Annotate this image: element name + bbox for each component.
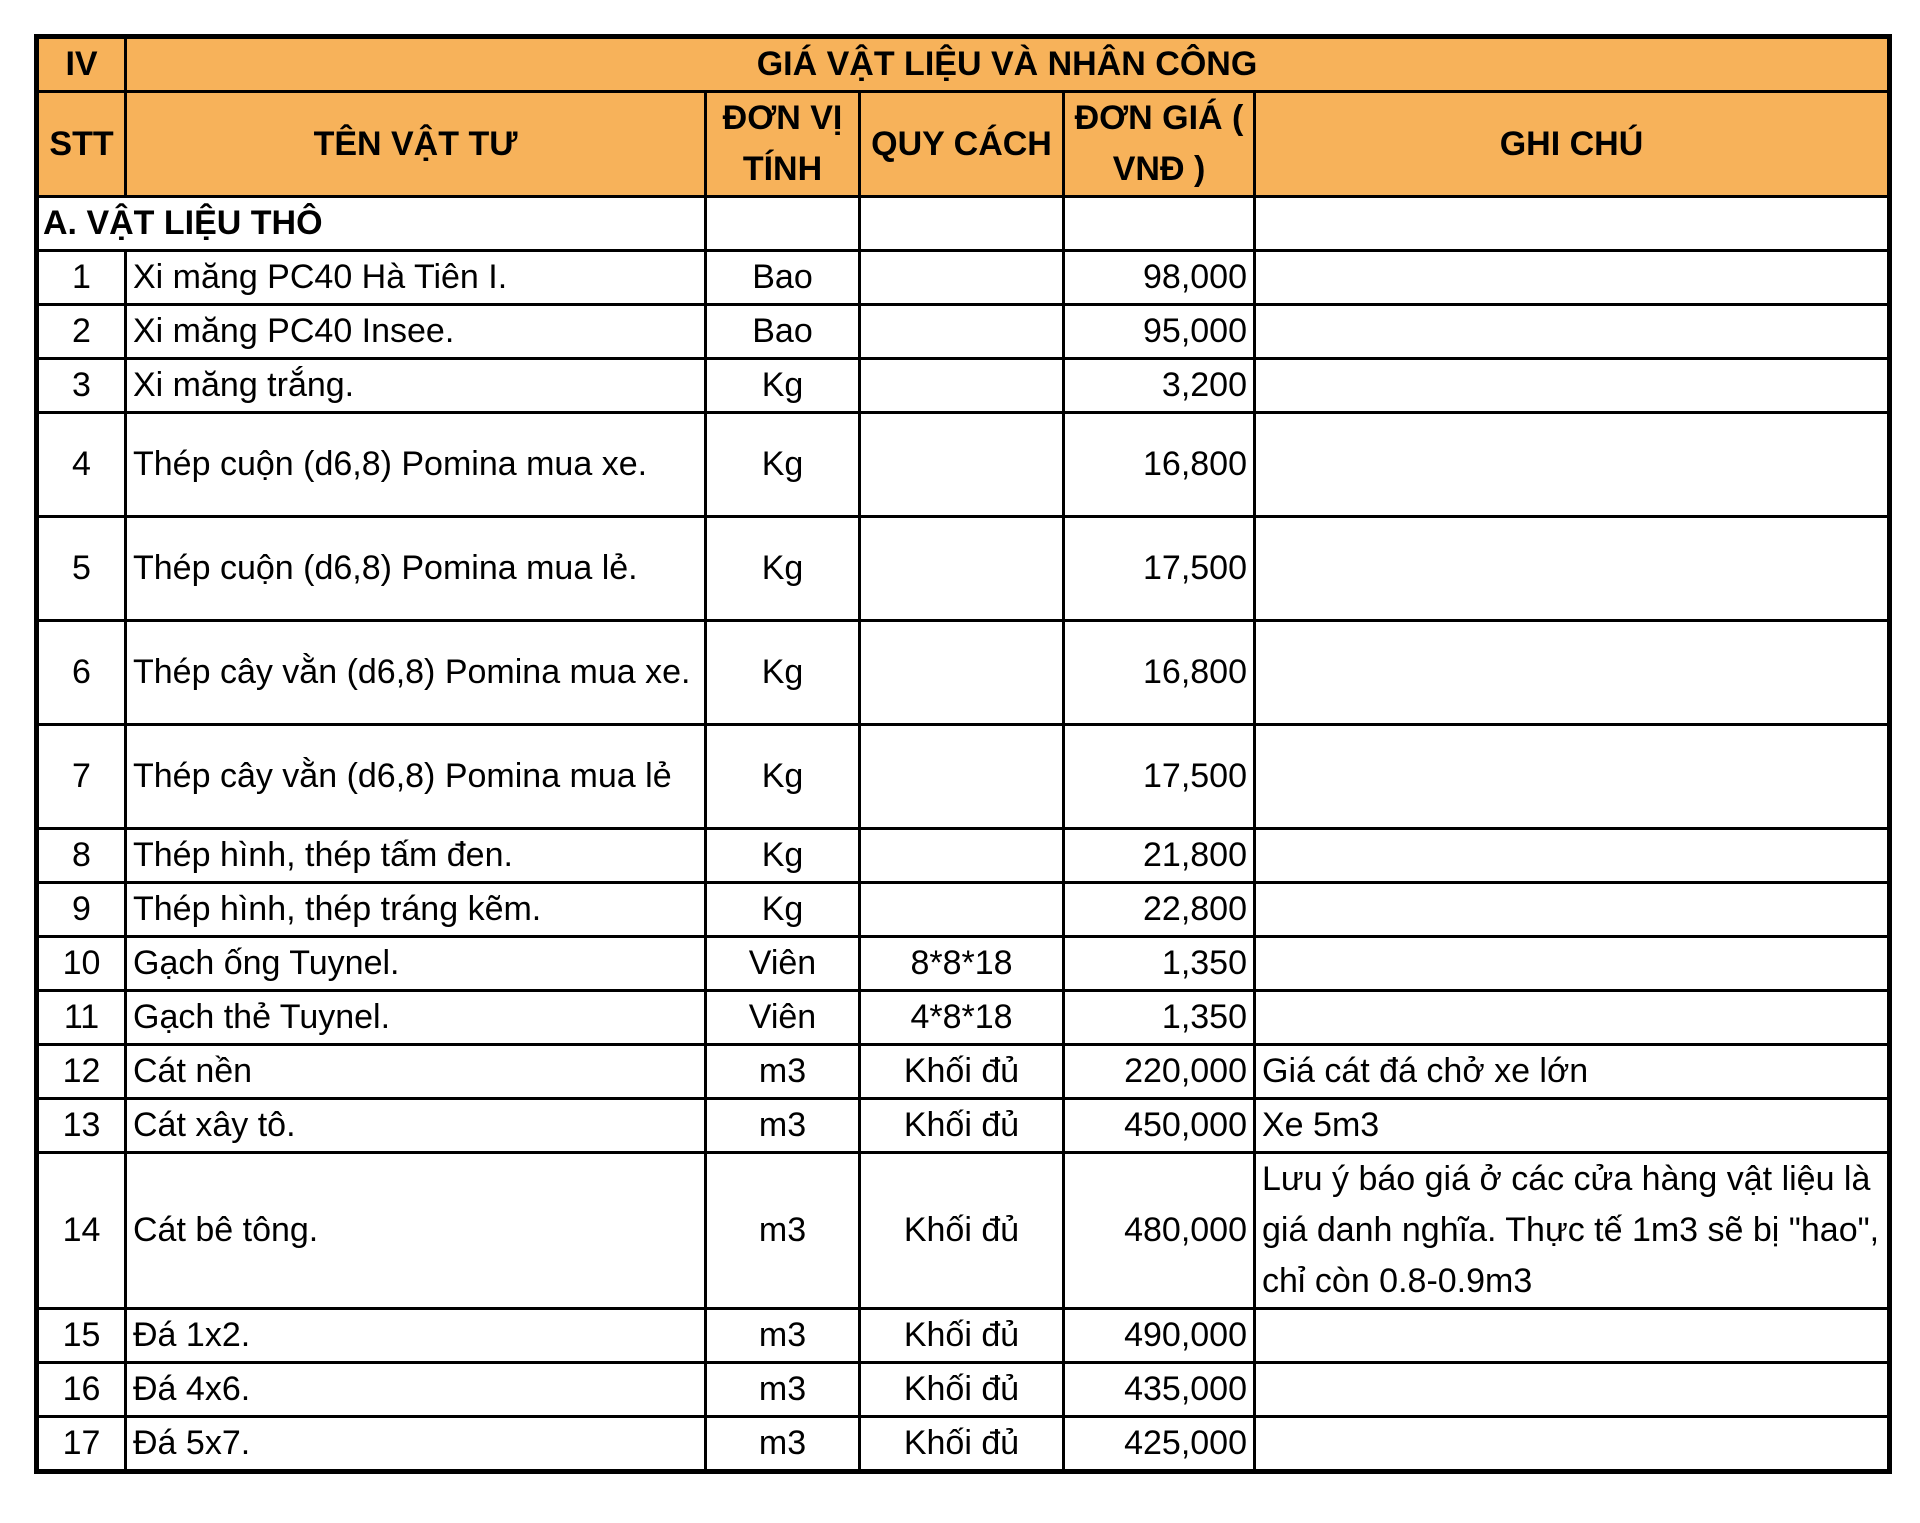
row-note — [1255, 883, 1890, 937]
row-price: 490,000 — [1064, 1309, 1255, 1363]
row-spec — [860, 359, 1064, 413]
table-row — [37, 829, 1890, 883]
table-row — [37, 1417, 1890, 1472]
row-unit: Viên — [706, 937, 860, 991]
table-row — [37, 251, 1890, 305]
row-name: Cát bê tông. — [126, 1153, 706, 1309]
table-row — [37, 1045, 1890, 1099]
row-spec: Khối đủ — [860, 1099, 1064, 1153]
row-stt: 13 — [37, 1099, 126, 1153]
table-row — [37, 1309, 1890, 1363]
header-stt: STT — [37, 92, 126, 197]
row-unit: Kg — [706, 725, 860, 829]
row-name: Cát nền — [126, 1045, 706, 1099]
table-row — [37, 1153, 1890, 1309]
table-row — [37, 725, 1890, 829]
row-name: Thép cây vằn (d6,8) Pomina mua lẻ — [126, 725, 706, 829]
title-row — [37, 37, 1890, 92]
row-name: Xi măng trắng. — [126, 359, 706, 413]
row-stt: 7 — [37, 725, 126, 829]
row-name: Thép cuộn (d6,8) Pomina mua lẻ. — [126, 517, 706, 621]
row-unit: Kg — [706, 829, 860, 883]
table-row — [37, 937, 1890, 991]
row-price: 435,000 — [1064, 1363, 1255, 1417]
table-row — [37, 305, 1890, 359]
row-spec: Khối đủ — [860, 1309, 1064, 1363]
group-cell — [706, 197, 860, 251]
table-row — [37, 517, 1890, 621]
row-unit: m3 — [706, 1153, 860, 1309]
table-row — [37, 621, 1890, 725]
row-price: 1,350 — [1064, 937, 1255, 991]
row-spec — [860, 883, 1064, 937]
row-note — [1255, 621, 1890, 725]
row-stt: 17 — [37, 1417, 126, 1472]
row-unit: Bao — [706, 251, 860, 305]
row-note — [1255, 413, 1890, 517]
row-stt: 1 — [37, 251, 126, 305]
row-spec: Khối đủ — [860, 1045, 1064, 1099]
row-name: Đá 5x7. — [126, 1417, 706, 1472]
row-spec — [860, 725, 1064, 829]
row-unit: Bao — [706, 305, 860, 359]
row-note — [1255, 829, 1890, 883]
row-stt: 16 — [37, 1363, 126, 1417]
group-cell — [860, 197, 1064, 251]
row-note: Xe 5m3 — [1255, 1099, 1890, 1153]
group-title: A. VẬT LIỆU THÔ — [37, 197, 706, 251]
row-unit: m3 — [706, 1417, 860, 1472]
group-row — [37, 197, 1890, 251]
row-price: 95,000 — [1064, 305, 1255, 359]
header-unit: ĐƠN VỊ TÍNH — [706, 92, 860, 197]
row-stt: 10 — [37, 937, 126, 991]
row-name: Đá 1x2. — [126, 1309, 706, 1363]
row-unit: Kg — [706, 621, 860, 725]
row-unit: Kg — [706, 413, 860, 517]
row-name: Thép hình, thép tráng kẽm. — [126, 883, 706, 937]
row-spec: Khối đủ — [860, 1363, 1064, 1417]
row-spec — [860, 413, 1064, 517]
row-price: 220,000 — [1064, 1045, 1255, 1099]
row-price: 22,800 — [1064, 883, 1255, 937]
row-unit: m3 — [706, 1045, 860, 1099]
sheet-title: GIÁ VẬT LIỆU VÀ NHÂN CÔNG — [126, 37, 1890, 92]
row-stt: 4 — [37, 413, 126, 517]
row-stt: 9 — [37, 883, 126, 937]
row-unit: m3 — [706, 1363, 860, 1417]
row-name: Thép hình, thép tấm đen. — [126, 829, 706, 883]
section-number: IV — [37, 37, 126, 92]
row-name: Xi măng PC40 Insee. — [126, 305, 706, 359]
row-name: Gạch thẻ Tuynel. — [126, 991, 706, 1045]
row-spec — [860, 621, 1064, 725]
column-header-row — [37, 92, 1890, 197]
row-name: Cát xây tô. — [126, 1099, 706, 1153]
row-price: 480,000 — [1064, 1153, 1255, 1309]
row-price: 425,000 — [1064, 1417, 1255, 1472]
row-note — [1255, 1417, 1890, 1472]
table-row — [37, 991, 1890, 1045]
row-spec: Khối đủ — [860, 1417, 1064, 1472]
row-stt: 11 — [37, 991, 126, 1045]
group-cell — [1255, 197, 1890, 251]
price-table — [34, 34, 1892, 1474]
row-note — [1255, 937, 1890, 991]
row-price: 98,000 — [1064, 251, 1255, 305]
row-name: Đá 4x6. — [126, 1363, 706, 1417]
header-note: GHI CHÚ — [1255, 92, 1890, 197]
row-spec: 4*8*18 — [860, 991, 1064, 1045]
table-row — [37, 1099, 1890, 1153]
header-price: ĐƠN GIÁ ( VNĐ ) — [1064, 92, 1255, 197]
row-price: 16,800 — [1064, 413, 1255, 517]
group-cell — [1064, 197, 1255, 251]
row-name: Thép cây vằn (d6,8) Pomina mua xe. — [126, 621, 706, 725]
row-price: 16,800 — [1064, 621, 1255, 725]
row-note — [1255, 1363, 1890, 1417]
table-row — [37, 359, 1890, 413]
table-row — [37, 1363, 1890, 1417]
row-stt: 2 — [37, 305, 126, 359]
row-stt: 15 — [37, 1309, 126, 1363]
row-spec — [860, 251, 1064, 305]
row-unit: Kg — [706, 883, 860, 937]
row-price: 17,500 — [1064, 725, 1255, 829]
header-name: TÊN VẬT TƯ — [126, 92, 706, 197]
row-unit: Viên — [706, 991, 860, 1045]
row-price: 3,200 — [1064, 359, 1255, 413]
row-stt: 5 — [37, 517, 126, 621]
row-unit: Kg — [706, 359, 860, 413]
row-note — [1255, 991, 1890, 1045]
row-spec — [860, 305, 1064, 359]
row-stt: 6 — [37, 621, 126, 725]
row-note: Giá cát đá chở xe lớn — [1255, 1045, 1890, 1099]
row-price: 1,350 — [1064, 991, 1255, 1045]
row-note — [1255, 251, 1890, 305]
row-unit: m3 — [706, 1099, 860, 1153]
row-spec — [860, 829, 1064, 883]
row-name: Gạch ống Tuynel. — [126, 937, 706, 991]
header-spec: QUY CÁCH — [860, 92, 1064, 197]
row-name: Thép cuộn (d6,8) Pomina mua xe. — [126, 413, 706, 517]
row-price: 21,800 — [1064, 829, 1255, 883]
row-price: 17,500 — [1064, 517, 1255, 621]
row-note — [1255, 517, 1890, 621]
table-row — [37, 413, 1890, 517]
row-spec: Khối đủ — [860, 1153, 1064, 1309]
row-stt: 14 — [37, 1153, 126, 1309]
row-unit: Kg — [706, 517, 860, 621]
table-row — [37, 883, 1890, 937]
row-stt: 8 — [37, 829, 126, 883]
row-unit: m3 — [706, 1309, 860, 1363]
row-note — [1255, 1309, 1890, 1363]
row-note: Lưu ý báo giá ở các cửa hàng vật liệu là giá danh nghĩa. Thực tế 1m3 sẽ bị "hao", chỉ còn 0.8-0.9m3 — [1255, 1153, 1890, 1309]
row-spec: 8*8*18 — [860, 937, 1064, 991]
row-note — [1255, 359, 1890, 413]
row-price: 450,000 — [1064, 1099, 1255, 1153]
row-spec — [860, 517, 1064, 621]
row-stt: 3 — [37, 359, 126, 413]
row-note — [1255, 725, 1890, 829]
row-stt: 12 — [37, 1045, 126, 1099]
row-name: Xi măng PC40 Hà Tiên I. — [126, 251, 706, 305]
row-note — [1255, 305, 1890, 359]
